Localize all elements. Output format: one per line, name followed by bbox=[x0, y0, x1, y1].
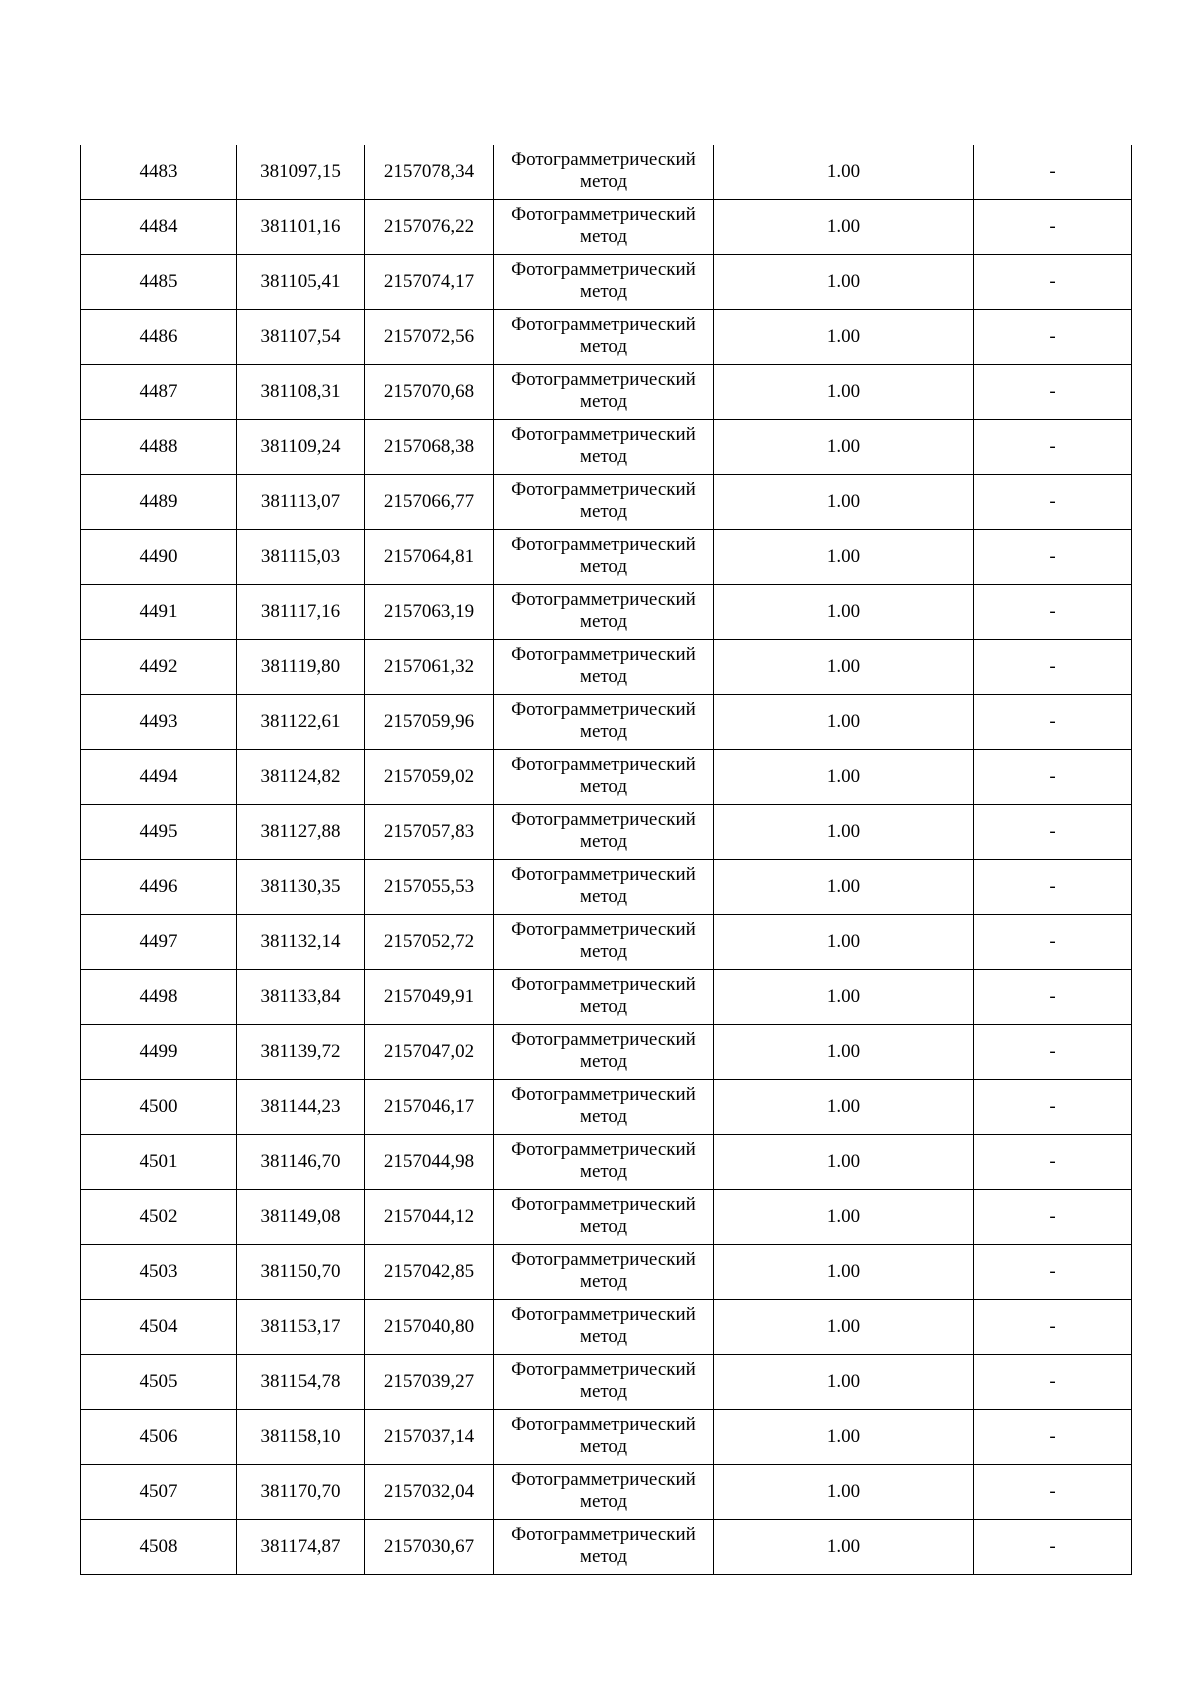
x-coordinate-cell: 381150,70 bbox=[237, 1245, 365, 1300]
method-cell bbox=[494, 530, 714, 585]
method-line-2: метод bbox=[579, 1326, 628, 1347]
note-cell: - bbox=[974, 750, 1132, 805]
method-line-1: Фотограмметрический bbox=[511, 259, 696, 280]
point-number-cell: 4507 bbox=[81, 1465, 237, 1520]
method-cell bbox=[494, 750, 714, 805]
table-row bbox=[81, 1080, 1132, 1135]
method-line-2: метод bbox=[579, 776, 628, 797]
method-line-2: метод bbox=[579, 941, 628, 962]
method-cell bbox=[494, 475, 714, 530]
method-line-1: Фотограмметрический bbox=[511, 1084, 696, 1105]
y-coordinate-cell: 2157074,17 bbox=[365, 255, 494, 310]
y-coordinate-cell: 2157057,83 bbox=[365, 805, 494, 860]
method-line-2: метод bbox=[579, 1051, 628, 1072]
method-line-2: метод bbox=[579, 446, 628, 467]
y-coordinate-cell: 2157076,22 bbox=[365, 200, 494, 255]
y-coordinate-cell: 2157063,19 bbox=[365, 585, 494, 640]
method-line-1: Фотограмметрический bbox=[511, 534, 696, 555]
method-line-2: метод bbox=[579, 886, 628, 907]
accuracy-cell: 1.00 bbox=[714, 420, 974, 475]
table-row bbox=[81, 695, 1132, 750]
method-cell bbox=[494, 915, 714, 970]
point-number-cell: 4497 bbox=[81, 915, 237, 970]
x-coordinate-cell: 381122,61 bbox=[237, 695, 365, 750]
note-cell: - bbox=[974, 1300, 1132, 1355]
accuracy-cell: 1.00 bbox=[714, 1135, 974, 1190]
method-line-1: Фотограмметрический bbox=[511, 1524, 696, 1545]
table-row bbox=[81, 750, 1132, 805]
accuracy-cell: 1.00 bbox=[714, 750, 974, 805]
note-cell: - bbox=[974, 1245, 1132, 1300]
table-row bbox=[81, 915, 1132, 970]
table-row bbox=[81, 1190, 1132, 1245]
point-number-cell: 4502 bbox=[81, 1190, 237, 1245]
accuracy-cell: 1.00 bbox=[714, 585, 974, 640]
table-row bbox=[81, 585, 1132, 640]
accuracy-cell: 1.00 bbox=[714, 145, 974, 200]
x-coordinate-cell: 381108,31 bbox=[237, 365, 365, 420]
x-coordinate-cell: 381133,84 bbox=[237, 970, 365, 1025]
method-cell bbox=[494, 420, 714, 475]
x-coordinate-cell: 381105,41 bbox=[237, 255, 365, 310]
table-row bbox=[81, 805, 1132, 860]
note-cell: - bbox=[974, 860, 1132, 915]
x-coordinate-cell: 381127,88 bbox=[237, 805, 365, 860]
accuracy-cell: 1.00 bbox=[714, 640, 974, 695]
method-line-2: метод bbox=[579, 556, 628, 577]
note-cell: - bbox=[974, 255, 1132, 310]
x-coordinate-cell: 381130,35 bbox=[237, 860, 365, 915]
y-coordinate-cell: 2157072,56 bbox=[365, 310, 494, 365]
table-row bbox=[81, 200, 1132, 255]
note-cell: - bbox=[974, 640, 1132, 695]
method-line-1: Фотограмметрический bbox=[511, 1304, 696, 1325]
table-row bbox=[81, 1025, 1132, 1080]
x-coordinate-cell: 381115,03 bbox=[237, 530, 365, 585]
x-coordinate-cell: 381113,07 bbox=[237, 475, 365, 530]
note-cell: - bbox=[974, 1190, 1132, 1245]
x-coordinate-cell: 381170,70 bbox=[237, 1465, 365, 1520]
coordinates-table-body bbox=[81, 145, 1132, 1575]
method-cell bbox=[494, 1025, 714, 1080]
method-line-2: метод bbox=[579, 1106, 628, 1127]
table-row bbox=[81, 365, 1132, 420]
method-line-1: Фотограмметрический bbox=[511, 699, 696, 720]
method-cell bbox=[494, 1300, 714, 1355]
method-line-1: Фотограмметрический bbox=[511, 424, 696, 445]
method-cell bbox=[494, 1520, 714, 1575]
y-coordinate-cell: 2157042,85 bbox=[365, 1245, 494, 1300]
note-cell: - bbox=[974, 420, 1132, 475]
accuracy-cell: 1.00 bbox=[714, 1355, 974, 1410]
point-number-cell: 4488 bbox=[81, 420, 237, 475]
accuracy-cell: 1.00 bbox=[714, 1300, 974, 1355]
y-coordinate-cell: 2157055,53 bbox=[365, 860, 494, 915]
accuracy-cell: 1.00 bbox=[714, 860, 974, 915]
method-line-2: метод bbox=[579, 721, 628, 742]
point-number-cell: 4498 bbox=[81, 970, 237, 1025]
x-coordinate-cell: 381107,54 bbox=[237, 310, 365, 365]
y-coordinate-cell: 2157040,80 bbox=[365, 1300, 494, 1355]
method-line-2: метод bbox=[579, 1216, 628, 1237]
method-cell bbox=[494, 640, 714, 695]
method-line-1: Фотограмметрический bbox=[511, 204, 696, 225]
method-cell bbox=[494, 695, 714, 750]
method-line-1: Фотограмметрический bbox=[511, 1194, 696, 1215]
method-line-2: метод bbox=[579, 611, 628, 632]
table-row bbox=[81, 530, 1132, 585]
point-number-cell: 4485 bbox=[81, 255, 237, 310]
point-number-cell: 4490 bbox=[81, 530, 237, 585]
method-line-2: метод bbox=[579, 1381, 628, 1402]
note-cell: - bbox=[974, 530, 1132, 585]
x-coordinate-cell: 381139,72 bbox=[237, 1025, 365, 1080]
y-coordinate-cell: 2157047,02 bbox=[365, 1025, 494, 1080]
note-cell: - bbox=[974, 1135, 1132, 1190]
point-number-cell: 4493 bbox=[81, 695, 237, 750]
accuracy-cell: 1.00 bbox=[714, 805, 974, 860]
method-cell bbox=[494, 1410, 714, 1465]
x-coordinate-cell: 381174,87 bbox=[237, 1520, 365, 1575]
method-line-2: метод bbox=[579, 1271, 628, 1292]
point-number-cell: 4506 bbox=[81, 1410, 237, 1465]
x-coordinate-cell: 381144,23 bbox=[237, 1080, 365, 1135]
method-line-2: метод bbox=[579, 171, 628, 192]
method-line-2: метод bbox=[579, 281, 628, 302]
method-line-2: метод bbox=[579, 666, 628, 687]
x-coordinate-cell: 381149,08 bbox=[237, 1190, 365, 1245]
table-row bbox=[81, 255, 1132, 310]
note-cell: - bbox=[974, 695, 1132, 750]
point-number-cell: 4501 bbox=[81, 1135, 237, 1190]
point-number-cell: 4496 bbox=[81, 860, 237, 915]
y-coordinate-cell: 2157037,14 bbox=[365, 1410, 494, 1465]
point-number-cell: 4494 bbox=[81, 750, 237, 805]
y-coordinate-cell: 2157059,96 bbox=[365, 695, 494, 750]
table-row bbox=[81, 1465, 1132, 1520]
method-line-1: Фотограмметрический bbox=[511, 149, 696, 170]
x-coordinate-cell: 381124,82 bbox=[237, 750, 365, 805]
accuracy-cell: 1.00 bbox=[714, 200, 974, 255]
note-cell: - bbox=[974, 1025, 1132, 1080]
table-row bbox=[81, 640, 1132, 695]
method-line-1: Фотограмметрический bbox=[511, 754, 696, 775]
method-line-2: метод bbox=[579, 1436, 628, 1457]
note-cell: - bbox=[974, 200, 1132, 255]
x-coordinate-cell: 381119,80 bbox=[237, 640, 365, 695]
method-line-1: Фотограмметрический bbox=[511, 644, 696, 665]
method-cell bbox=[494, 255, 714, 310]
accuracy-cell: 1.00 bbox=[714, 1080, 974, 1135]
accuracy-cell: 1.00 bbox=[714, 695, 974, 750]
method-line-2: метод bbox=[579, 996, 628, 1017]
table-row bbox=[81, 1410, 1132, 1465]
table-row bbox=[81, 145, 1132, 200]
note-cell: - bbox=[974, 310, 1132, 365]
table-row bbox=[81, 1135, 1132, 1190]
x-coordinate-cell: 381153,17 bbox=[237, 1300, 365, 1355]
note-cell: - bbox=[974, 1520, 1132, 1575]
note-cell: - bbox=[974, 1465, 1132, 1520]
x-coordinate-cell: 381097,15 bbox=[237, 145, 365, 200]
point-number-cell: 4505 bbox=[81, 1355, 237, 1410]
point-number-cell: 4495 bbox=[81, 805, 237, 860]
accuracy-cell: 1.00 bbox=[714, 1025, 974, 1080]
point-number-cell: 4483 bbox=[81, 145, 237, 200]
table-row bbox=[81, 1355, 1132, 1410]
note-cell: - bbox=[974, 1410, 1132, 1465]
method-line-1: Фотограмметрический bbox=[511, 1359, 696, 1380]
x-coordinate-cell: 381146,70 bbox=[237, 1135, 365, 1190]
table-row bbox=[81, 310, 1132, 365]
method-line-1: Фотограмметрический bbox=[511, 1139, 696, 1160]
table-row bbox=[81, 420, 1132, 475]
accuracy-cell: 1.00 bbox=[714, 1245, 974, 1300]
method-cell bbox=[494, 1135, 714, 1190]
note-cell: - bbox=[974, 970, 1132, 1025]
method-line-1: Фотограмметрический bbox=[511, 314, 696, 335]
method-cell bbox=[494, 1080, 714, 1135]
table-row bbox=[81, 1520, 1132, 1575]
note-cell: - bbox=[974, 805, 1132, 860]
method-line-2: метод bbox=[579, 1546, 628, 1567]
method-line-1: Фотограмметрический bbox=[511, 479, 696, 500]
point-number-cell: 4499 bbox=[81, 1025, 237, 1080]
method-line-1: Фотограмметрический bbox=[511, 1249, 696, 1270]
accuracy-cell: 1.00 bbox=[714, 1190, 974, 1245]
x-coordinate-cell: 381158,10 bbox=[237, 1410, 365, 1465]
y-coordinate-cell: 2157046,17 bbox=[365, 1080, 494, 1135]
method-line-2: метод bbox=[579, 226, 628, 247]
method-cell bbox=[494, 1355, 714, 1410]
y-coordinate-cell: 2157044,98 bbox=[365, 1135, 494, 1190]
coordinates-table bbox=[80, 145, 1132, 1575]
note-cell: - bbox=[974, 915, 1132, 970]
point-number-cell: 4491 bbox=[81, 585, 237, 640]
point-number-cell: 4489 bbox=[81, 475, 237, 530]
method-cell bbox=[494, 970, 714, 1025]
point-number-cell: 4503 bbox=[81, 1245, 237, 1300]
method-line-1: Фотограмметрический bbox=[511, 974, 696, 995]
method-line-1: Фотограмметрический bbox=[511, 1414, 696, 1435]
y-coordinate-cell: 2157044,12 bbox=[365, 1190, 494, 1245]
y-coordinate-cell: 2157078,34 bbox=[365, 145, 494, 200]
method-cell bbox=[494, 200, 714, 255]
accuracy-cell: 1.00 bbox=[714, 1520, 974, 1575]
note-cell: - bbox=[974, 1080, 1132, 1135]
point-number-cell: 4486 bbox=[81, 310, 237, 365]
note-cell: - bbox=[974, 475, 1132, 530]
point-number-cell: 4508 bbox=[81, 1520, 237, 1575]
method-line-2: метод bbox=[579, 336, 628, 357]
method-line-1: Фотограмметрический bbox=[511, 1029, 696, 1050]
method-line-1: Фотограмметрический bbox=[511, 1469, 696, 1490]
method-line-2: метод bbox=[579, 1161, 628, 1182]
accuracy-cell: 1.00 bbox=[714, 475, 974, 530]
accuracy-cell: 1.00 bbox=[714, 255, 974, 310]
table-row bbox=[81, 1245, 1132, 1300]
method-line-1: Фотограмметрический bbox=[511, 369, 696, 390]
y-coordinate-cell: 2157064,81 bbox=[365, 530, 494, 585]
y-coordinate-cell: 2157049,91 bbox=[365, 970, 494, 1025]
x-coordinate-cell: 381101,16 bbox=[237, 200, 365, 255]
y-coordinate-cell: 2157059,02 bbox=[365, 750, 494, 805]
x-coordinate-cell: 381117,16 bbox=[237, 585, 365, 640]
x-coordinate-cell: 381154,78 bbox=[237, 1355, 365, 1410]
y-coordinate-cell: 2157032,04 bbox=[365, 1465, 494, 1520]
method-cell bbox=[494, 805, 714, 860]
x-coordinate-cell: 381109,24 bbox=[237, 420, 365, 475]
note-cell: - bbox=[974, 585, 1132, 640]
method-line-1: Фотограмметрический bbox=[511, 919, 696, 940]
method-cell bbox=[494, 145, 714, 200]
method-line-2: метод bbox=[579, 1491, 628, 1512]
note-cell: - bbox=[974, 365, 1132, 420]
method-cell bbox=[494, 1465, 714, 1520]
table-row bbox=[81, 970, 1132, 1025]
method-cell bbox=[494, 365, 714, 420]
method-line-1: Фотограмметрический bbox=[511, 589, 696, 610]
y-coordinate-cell: 2157039,27 bbox=[365, 1355, 494, 1410]
y-coordinate-cell: 2157068,38 bbox=[365, 420, 494, 475]
table-row bbox=[81, 475, 1132, 530]
accuracy-cell: 1.00 bbox=[714, 365, 974, 420]
accuracy-cell: 1.00 bbox=[714, 310, 974, 365]
point-number-cell: 4492 bbox=[81, 640, 237, 695]
point-number-cell: 4504 bbox=[81, 1300, 237, 1355]
y-coordinate-cell: 2157030,67 bbox=[365, 1520, 494, 1575]
accuracy-cell: 1.00 bbox=[714, 970, 974, 1025]
method-cell bbox=[494, 1245, 714, 1300]
y-coordinate-cell: 2157061,32 bbox=[365, 640, 494, 695]
note-cell: - bbox=[974, 145, 1132, 200]
accuracy-cell: 1.00 bbox=[714, 530, 974, 585]
point-number-cell: 4484 bbox=[81, 200, 237, 255]
y-coordinate-cell: 2157052,72 bbox=[365, 915, 494, 970]
table-row bbox=[81, 860, 1132, 915]
point-number-cell: 4500 bbox=[81, 1080, 237, 1135]
y-coordinate-cell: 2157070,68 bbox=[365, 365, 494, 420]
method-cell bbox=[494, 585, 714, 640]
accuracy-cell: 1.00 bbox=[714, 1410, 974, 1465]
method-line-2: метод bbox=[579, 831, 628, 852]
table-row bbox=[81, 1300, 1132, 1355]
method-line-2: метод bbox=[579, 501, 628, 522]
x-coordinate-cell: 381132,14 bbox=[237, 915, 365, 970]
note-cell: - bbox=[974, 1355, 1132, 1410]
method-line-1: Фотограмметрический bbox=[511, 864, 696, 885]
method-line-2: метод bbox=[579, 391, 628, 412]
accuracy-cell: 1.00 bbox=[714, 1465, 974, 1520]
accuracy-cell: 1.00 bbox=[714, 915, 974, 970]
point-number-cell: 4487 bbox=[81, 365, 237, 420]
method-cell bbox=[494, 1190, 714, 1245]
method-cell bbox=[494, 310, 714, 365]
y-coordinate-cell: 2157066,77 bbox=[365, 475, 494, 530]
method-line-1: Фотограмметрический bbox=[511, 809, 696, 830]
method-cell bbox=[494, 860, 714, 915]
